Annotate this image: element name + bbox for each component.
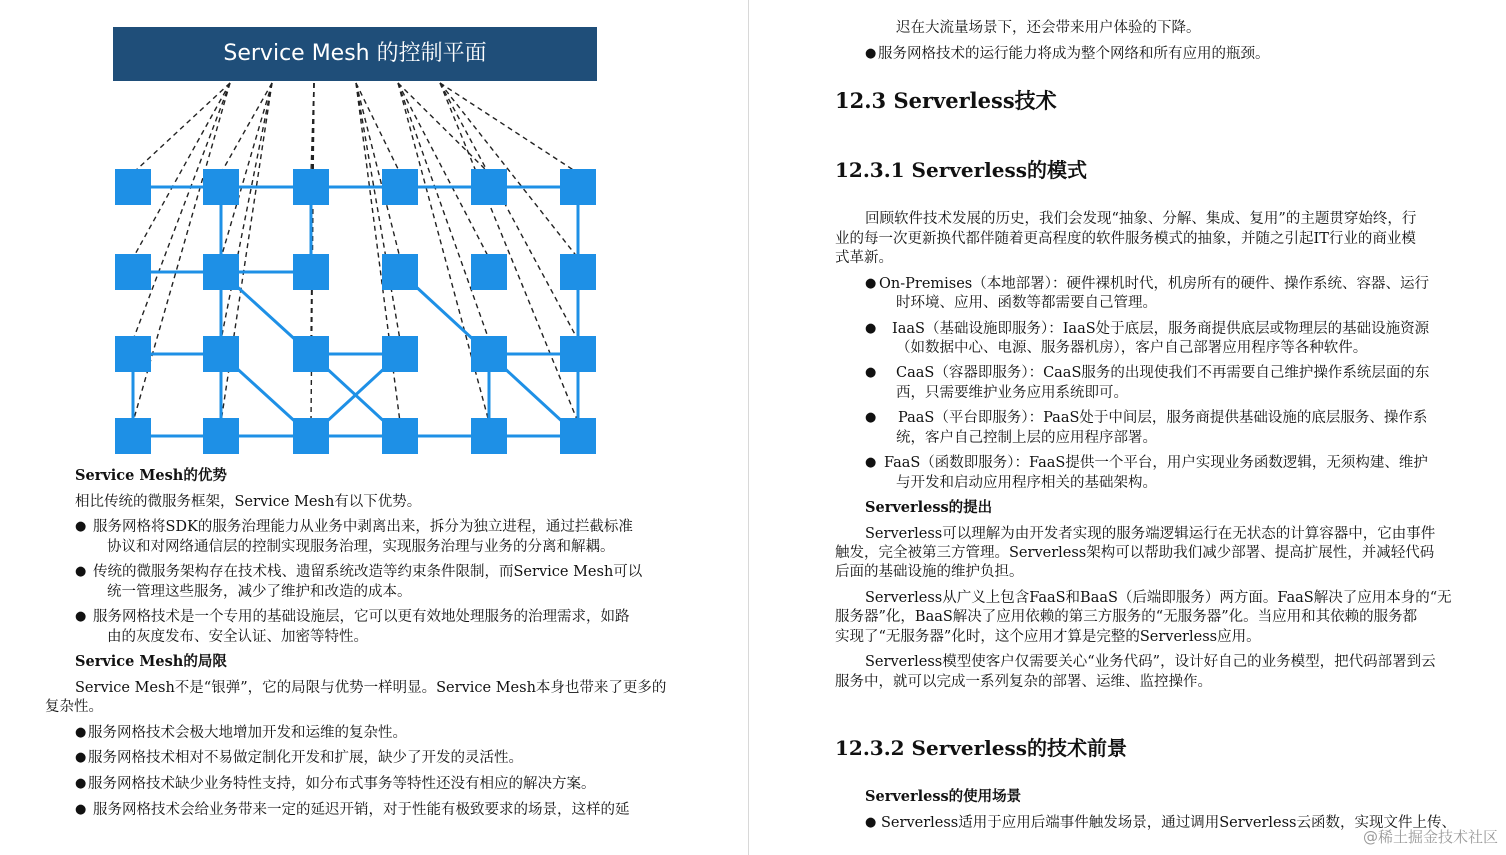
usage-bullet: Serverless适用于应用后端事件触发场景，通过调用Serverless云函数，实现文件上传、 xyxy=(881,815,1456,831)
left-page: Service Mesh 的控制平面 Service Mesh的优势 相比传统的微服务框架，Service Mesh有以下优势。 ● 服务网格将SDK的服务治理能力从业务中剥离出来，拆分为独立进程，通过拦截标准 协议和对网络通信层的控制实现服务治理，实现服务治理与业务的分离和解耦。 ● 传统的微服务架构存在技术栈、遗留系统改造等约束条件限制，而Service Mesh可以 统一管理这些服务，减少了维护和改造的成本。 ● 服务网格技术是一个专用的基础设施层，它可以更有效地处理服务的治理需求，如路 由的灰度发布、安全认证、加密等特性。 Service Mesh的局限 Service Mesh不是“银弹”，它的局限与优势一样明显。Service Mesh本身也带来了更多的 复杂性。 ● 服务网格技术会极大地增加开发和运维的复杂性。 ● 服务网格技术相对不易做定制化开发和扩展，缺少了开发的灵活性。 ● 服务网格技术缺少业务特性支持，如分布式事务等特性还没有相应的解决方案。 ● 服务网格技术会给业务带来一定的延迟开销，对于性能有极致要求的场景，这样的延 xyxy=(0,0,748,855)
advantage-bullet-1-line-2: 协议和对网络通信层的控制实现服务治理，实现服务治理与业务的分离和解耦。 xyxy=(107,539,615,555)
model-paas-line-2: 统，客户自己控制上层的应用程序部署。 xyxy=(896,430,1157,446)
model-caas-line-2: 西，只需要维护业务应用系统即可。 xyxy=(896,385,1128,401)
mesh-node xyxy=(115,254,151,290)
mesh-nodes xyxy=(115,169,596,454)
watermark: @稀土掘金技术社区 xyxy=(1362,828,1498,846)
advantages-heading: Service Mesh的优势 xyxy=(75,467,227,484)
model-faas-line-1: FaaS（函数即服务）：FaaS提供一个平台，用户实现业务函数逻辑，无须构建、维护 xyxy=(884,455,1428,471)
mesh-node xyxy=(382,254,418,290)
proposal-para-1-line-2: 触发，完全被第三方管理。Serverless架构可以帮助我们减少部署、提高扩展性，并减轻代码 xyxy=(835,545,1435,561)
mesh-node xyxy=(203,254,239,290)
mesh-node xyxy=(382,169,418,205)
mesh-node xyxy=(203,336,239,372)
limits-para-line-1: Service Mesh不是“银弹”，它的局限与优势一样明显。Service Mesh本身也带来了更多的 xyxy=(75,680,667,696)
section-heading-12-3-1: 12.3.1 Serverless的模式 xyxy=(835,158,1087,182)
advantage-bullet-3-line-2: 由的灰度发布、安全认证、加密等特性。 xyxy=(107,629,368,645)
mesh-node xyxy=(560,418,596,454)
service-mesh-diagram xyxy=(0,0,748,470)
limit-bullet-3: 服务网格技术缺少业务特性支持，如分布式事务等特性还没有相应的解决方案。 xyxy=(88,776,596,792)
advantage-bullet-3-line-1: 服务网格技术是一个专用的基础设施层，它可以更有效地处理服务的治理需求，如路 xyxy=(93,609,630,625)
mesh-node xyxy=(560,169,596,205)
mesh-node xyxy=(471,254,507,290)
proposal-para-2-line-2: 服务器”化，BaaS解决了应用依赖的第三方服务的“无服务器”化。当应用和其依赖的服务都 xyxy=(835,609,1418,625)
limit-bullet-4: 服务网格技术会给业务带来一定的延迟开销，对于性能有极致要求的场景，这样的延 xyxy=(93,802,630,818)
mesh-node xyxy=(471,418,507,454)
mesh-node xyxy=(471,336,507,372)
section-heading-12-3-2: 12.3.2 Serverless的技术前景 xyxy=(835,736,1127,760)
mesh-node xyxy=(560,336,596,372)
mesh-node xyxy=(203,418,239,454)
limits-heading: Service Mesh的局限 xyxy=(75,653,227,670)
limit-bullet-1: 服务网格技术会极大地增加开发和运维的复杂性。 xyxy=(88,725,407,741)
usage-heading: Serverless的使用场景 xyxy=(865,788,1022,805)
model-paas-line-1: PaaS（平台即服务）：PaaS处于中间层，服务商提供基础设施的底层服务、操作系 xyxy=(898,410,1428,426)
advantage-bullet-2-line-2: 统一管理这些服务，减少了维护和改造的成本。 xyxy=(107,584,412,600)
mesh-node xyxy=(471,169,507,205)
intro-line-3: 式革新。 xyxy=(835,250,893,266)
mesh-node xyxy=(115,418,151,454)
model-caas-line-1: CaaS（容器即服务）：CaaS服务的出现使我们不再需要自己维护操作系统层面的东 xyxy=(896,365,1430,381)
diagram-title-banner: Service Mesh 的控制平面 xyxy=(113,27,597,81)
control-plane-links xyxy=(133,83,578,422)
model-iaas-line-2: （如数据中心、电源、服务器机房），客户自己部署应用程序等各种软件。 xyxy=(896,340,1368,356)
model-on-premises-line-2: 时环境、应用、函数等都需要自己管理。 xyxy=(896,295,1157,311)
proposal-para-3-line-1: Serverless模型使客户仅需要关心“业务代码”，设计好自己的业务模型，把代码部署到云 xyxy=(865,654,1436,670)
mesh-node xyxy=(203,169,239,205)
proposal-para-2-line-3: 实现了“无服务器”化时，这个应用才算是完整的Serverless应用。 xyxy=(835,629,1261,645)
intro-line-2: 业的每一次更新换代都伴随着更高程度的软件服务模式的抽象，并随之引起IT行业的商业模 xyxy=(835,231,1416,247)
proposal-para-3-line-2: 服务中，就可以完成一系列复杂的部署、运维、监控操作。 xyxy=(835,674,1212,690)
intro-line-1: 回顾软件技术发展的历史，我们会发现“抽象、分解、集成、复用”的主题贯穿始终，行 xyxy=(865,211,1417,227)
mesh-node xyxy=(293,254,329,290)
continued-line: 迟在大流量场景下，还会带来用户体验的下降。 xyxy=(896,20,1201,36)
mesh-node xyxy=(115,336,151,372)
proposal-para-1-line-1: Serverless可以理解为由开发者实现的服务端逻辑运行在无状态的计算容器中，它由事件 xyxy=(865,526,1436,542)
continued-bullet: 服务网格技术的运行能力将成为整个网络和所有应用的瓶颈。 xyxy=(878,46,1270,62)
limits-para-line-2: 复杂性。 xyxy=(45,699,103,715)
right-page: 迟在大流量场景下，还会带来用户体验的下降。 ● 服务网格技术的运行能力将成为整个网络和所有应用的瓶颈。 12.3 Serverless技术 12.3.1 Serverless的模式 回顾软件技术发展的历史，我们会发现“抽象、分解、集成、复用”的主题贯穿始终，行 业的每一次更新换代都伴随着更高程度的软件服务模式的抽象，并随之引起IT行业的商业模 式革新。 ● On-Premises（本地部署）：硬件裸机时代，机房所有的硬件、操作系统、容器、运行 时环境、应用、函数等都需要自己管理。 ● IaaS（基础设施即服务）：IaaS处于底层，服务商提供底层或物理层的基础设施资源 （如数据中心、电源、服务器机房），客户自己部署应用程序等各种软件。 ● CaaS（容器即服务）：CaaS服务的出现使我们不再需要自己维护操作系统层面的东 西，只需要维护业务应用系统即可。 ● PaaS（平台即服务）：PaaS处于中间层，服务商提供基础设施的底层服务、操作系 统，客户自己控制上层的应用程序部署。 ● FaaS（函数即服务）：FaaS提供一个平台，用户实现业务函数逻辑，无须构建、维护 与开发和启动应用程序相关的基础架构。 Serverless的提出 Serverless可以理解为由开发者实现的服务端逻辑运行在无状态的计算容器中，它由事件 触发，完全被第三方管理。Serverless架构可以帮助我们减少部署、提高扩展性，并减轻代码 后面的基础设施的维护负担。 Serverless从广义上包含FaaS和BaaS（后端即服务）两方面。FaaS解决了应用本身的“无 服务器”化，BaaS解决了应用依赖的第三方服务的“无服务器”化。当应用和其依赖的服务都 实现了“无服务器”化时，这个应用才算是完整的Serverless应用。 Serverless模型使客户仅需要关心“业务代码”，设计好自己的业务模型，把代码部署到云 服务中，就可以完成一系列复杂的部署、运维、监控操作。 12.3.2 Serverless的技术前景 Serverless的使用场景 ● Serverless适用于应用后端事件触发场景，通过调用Serverless云函数，实现文件上传、 xyxy=(835,20,1456,831)
proposal-para-1-line-3: 后面的基础设施的维护负担。 xyxy=(835,564,1024,580)
model-on-premises-line-1: On-Premises（本地部署）：硬件裸机时代，机房所有的硬件、操作系统、容器、运行 xyxy=(879,276,1429,292)
mesh-node xyxy=(560,254,596,290)
advantage-bullet-2-line-1: 传统的微服务架构存在技术栈、遗留系统改造等约束条件限制，而Service Mesh可以 xyxy=(93,564,643,580)
model-iaas-line-1: IaaS（基础设施即服务）：IaaS处于底层，服务商提供底层或物理层的基础设施资源 xyxy=(892,321,1430,337)
page-divider xyxy=(748,0,749,855)
mesh-node xyxy=(293,336,329,372)
mesh-node xyxy=(382,418,418,454)
mesh-node xyxy=(293,169,329,205)
section-heading-12-3: 12.3 Serverless技术 xyxy=(835,88,1057,113)
model-faas-line-2: 与开发和启动应用程序相关的基础架构。 xyxy=(896,475,1157,491)
proposal-heading: Serverless的提出 xyxy=(865,499,993,516)
proposal-para-2-line-1: Serverless从广义上包含FaaS和BaaS（后端即服务）两方面。FaaS解决了应用本身的“无 xyxy=(865,590,1452,606)
limit-bullet-2: 服务网格技术相对不易做定制化开发和扩展，缺少了开发的灵活性。 xyxy=(88,750,523,766)
mesh-node xyxy=(293,418,329,454)
advantages-intro: 相比传统的微服务框架，Service Mesh有以下优势。 xyxy=(75,494,422,510)
advantage-bullet-1-line-1: 服务网格将SDK的服务治理能力从业务中剥离出来，拆分为独立进程，通过拦截标准 xyxy=(93,519,633,535)
mesh-node xyxy=(382,336,418,372)
data-plane-links xyxy=(133,187,578,436)
mesh-node xyxy=(115,169,151,205)
